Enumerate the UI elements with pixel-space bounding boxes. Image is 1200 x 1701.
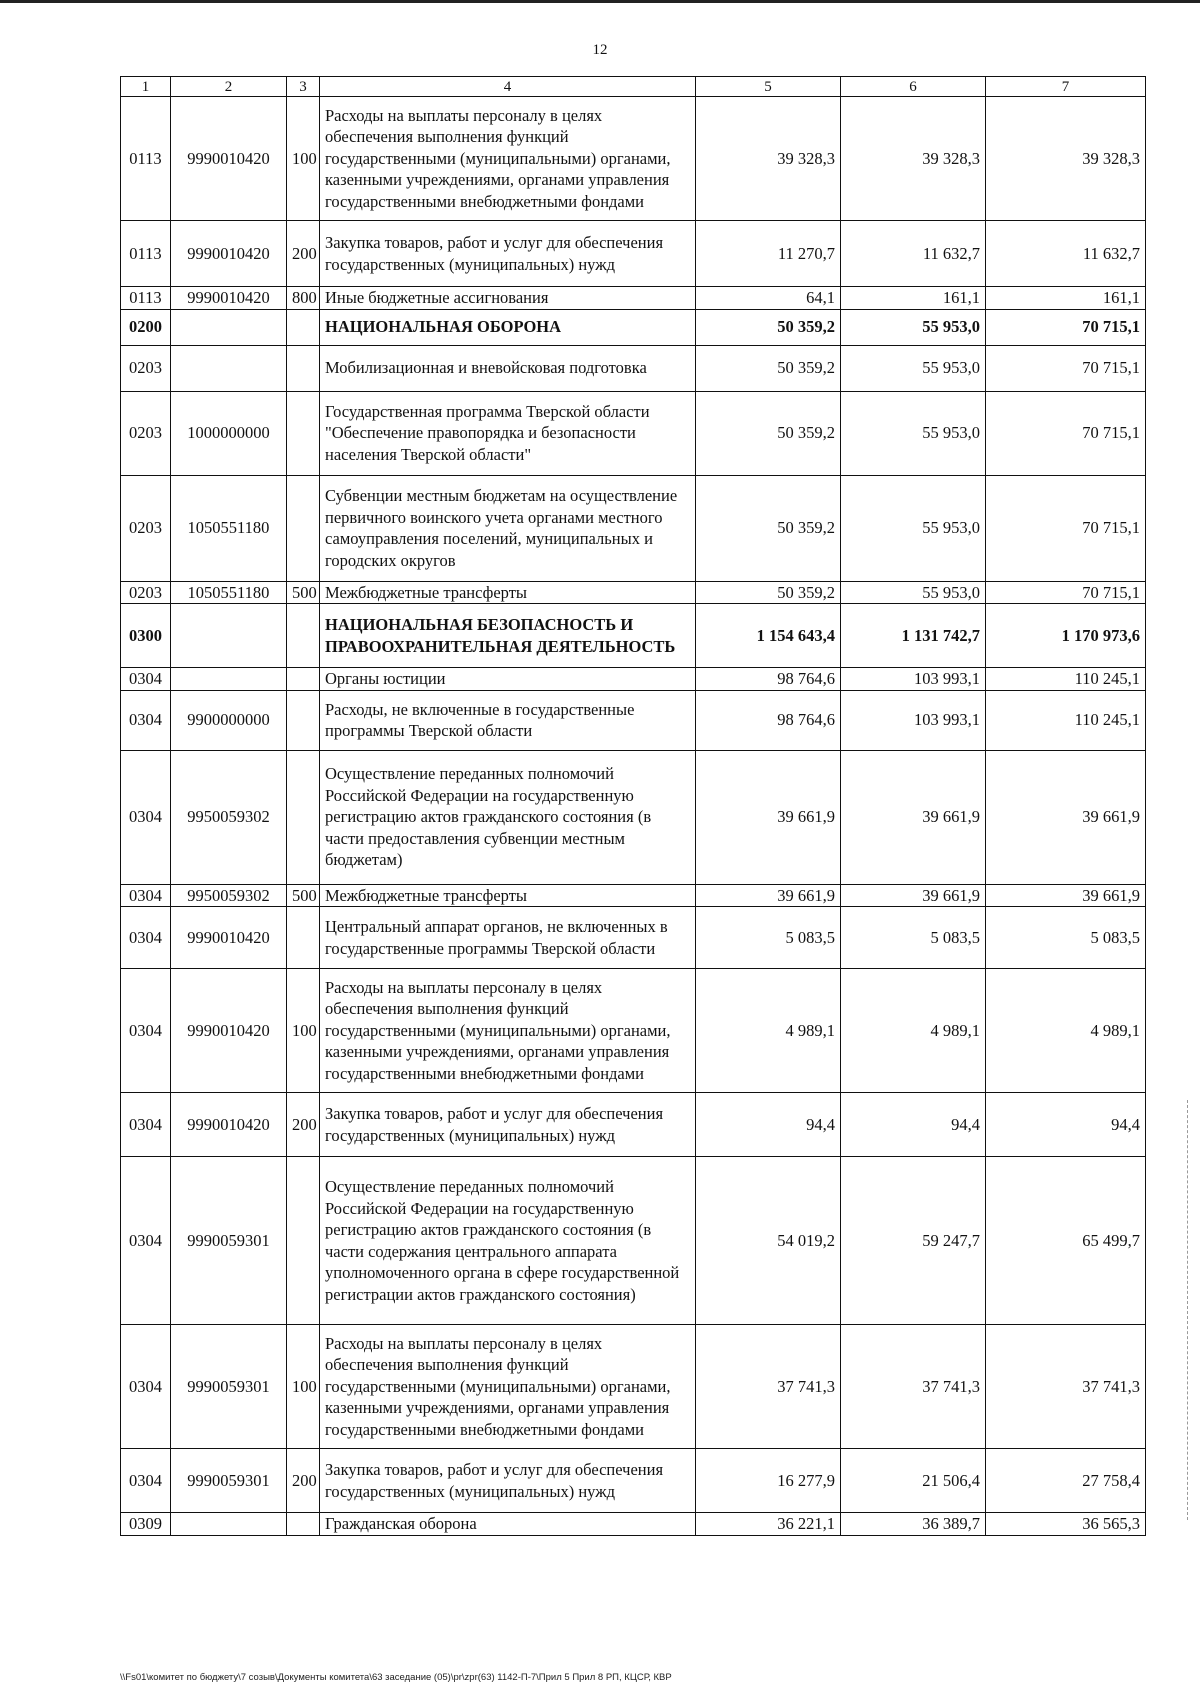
item-name-cell: Мобилизационная и вневойсковая подготовка [320, 345, 696, 391]
section-code-cell: 0203 [121, 581, 171, 604]
amount-col6-cell: 1 131 742,7 [841, 604, 986, 668]
amount-col7-cell: 36 565,3 [986, 1513, 1146, 1536]
target-article-cell: 1000000000 [171, 391, 287, 475]
table-row [121, 969, 1146, 1093]
expense-type-cell: 200 [287, 1093, 320, 1157]
col-header-7: 7 [986, 77, 1146, 97]
amount-col7-cell: 39 661,9 [986, 750, 1146, 884]
section-code-cell: 0304 [121, 668, 171, 691]
amount-col6-cell: 4 989,1 [841, 969, 986, 1093]
expense-type-cell [287, 1513, 320, 1536]
table-row [121, 668, 1146, 691]
table-row [121, 345, 1146, 391]
amount-col5-cell: 1 154 643,4 [696, 604, 841, 668]
amount-col6-cell: 161,1 [841, 287, 986, 310]
page-top-border [0, 0, 1200, 3]
target-article-cell: 9900000000 [171, 690, 287, 750]
amount-col5-cell: 64,1 [696, 287, 841, 310]
section-code-cell: 0304 [121, 884, 171, 907]
expense-type-cell [287, 907, 320, 969]
amount-col6-cell: 59 247,7 [841, 1157, 986, 1325]
amount-col5-cell: 37 741,3 [696, 1325, 841, 1449]
amount-col7-cell: 5 083,5 [986, 907, 1146, 969]
amount-col7-cell: 39 661,9 [986, 884, 1146, 907]
amount-col5-cell: 39 661,9 [696, 750, 841, 884]
amount-col6-cell: 21 506,4 [841, 1449, 986, 1513]
item-name-cell: Закупка товаров, работ и услуг для обеспечения государственных (муниципальных) нужд [320, 1093, 696, 1157]
amount-col6-cell: 103 993,1 [841, 668, 986, 691]
table-row [121, 1157, 1146, 1325]
section-code-cell: 0300 [121, 604, 171, 668]
table-row [121, 1513, 1146, 1536]
target-article-cell [171, 604, 287, 668]
item-name-cell: Межбюджетные трансферты [320, 581, 696, 604]
expense-type-cell: 100 [287, 1325, 320, 1449]
amount-col7-cell: 110 245,1 [986, 690, 1146, 750]
target-article-cell: 9990059301 [171, 1157, 287, 1325]
table-row [121, 287, 1146, 310]
section-code-cell: 0304 [121, 750, 171, 884]
item-name-cell: НАЦИОНАЛЬНАЯ БЕЗОПАСНОСТЬ И ПРАВООХРАНИТЕЛЬНАЯ ДЕЯТЕЛЬНОСТЬ [320, 604, 696, 668]
expense-type-cell [287, 1157, 320, 1325]
item-name-cell: Органы юстиции [320, 668, 696, 691]
amount-col5-cell: 36 221,1 [696, 1513, 841, 1536]
expense-type-cell: 100 [287, 969, 320, 1093]
table-row [121, 391, 1146, 475]
table-row [121, 1449, 1146, 1513]
target-article-cell [171, 345, 287, 391]
amount-col6-cell: 55 953,0 [841, 345, 986, 391]
table-row [121, 309, 1146, 345]
amount-col6-cell: 11 632,7 [841, 221, 986, 287]
table-row [121, 690, 1146, 750]
amount-col6-cell: 55 953,0 [841, 309, 986, 345]
amount-col5-cell: 39 661,9 [696, 884, 841, 907]
section-code-cell: 0203 [121, 475, 171, 581]
amount-col6-cell: 39 661,9 [841, 750, 986, 884]
section-code-cell: 0304 [121, 690, 171, 750]
section-code-cell: 0304 [121, 1449, 171, 1513]
amount-col5-cell: 5 083,5 [696, 907, 841, 969]
expense-type-cell [287, 690, 320, 750]
amount-col5-cell: 16 277,9 [696, 1449, 841, 1513]
expense-type-cell: 500 [287, 884, 320, 907]
amount-col6-cell: 55 953,0 [841, 475, 986, 581]
item-name-cell: Межбюджетные трансферты [320, 884, 696, 907]
target-article-cell: 9950059302 [171, 884, 287, 907]
item-name-cell: Гражданская оборона [320, 1513, 696, 1536]
amount-col7-cell: 65 499,7 [986, 1157, 1146, 1325]
expense-type-cell: 100 [287, 97, 320, 221]
amount-col7-cell: 161,1 [986, 287, 1146, 310]
expense-type-cell [287, 668, 320, 691]
table-row [121, 581, 1146, 604]
section-code-cell: 0304 [121, 1157, 171, 1325]
amount-col5-cell: 50 359,2 [696, 309, 841, 345]
amount-col5-cell: 50 359,2 [696, 345, 841, 391]
item-name-cell: Расходы на выплаты персоналу в целях обеспечения выполнения функций государственными (муниципальными) органами, казенными учреждениями, органами управления государственными внебюджетными фондами [320, 1325, 696, 1449]
item-name-cell: Центральный аппарат органов, не включенных в государственные программы Тверской области [320, 907, 696, 969]
section-code-cell: 0304 [121, 1093, 171, 1157]
section-code-cell: 0113 [121, 287, 171, 310]
col-header-4: 4 [320, 77, 696, 97]
table-row [121, 1093, 1146, 1157]
item-name-cell: Осуществление переданных полномочий Российской Федерации на государственную регистрацию актов гражданского состояния (в части содержания центрального аппарата уполномоченного органа в сфере государственной регистрации актов гражданского состояния) [320, 1157, 696, 1325]
amount-col5-cell: 50 359,2 [696, 581, 841, 604]
amount-col7-cell: 1 170 973,6 [986, 604, 1146, 668]
amount-col6-cell: 39 661,9 [841, 884, 986, 907]
footer-file-path: \\Fs01\комитет по бюджету\7 созыв\Документы комитета\63 заседание (05)\pr\zpr(63) 1142-П-7\Прил 5 Прил 8 РП, КЦСР, КВР [120, 1672, 672, 1683]
item-name-cell: Закупка товаров, работ и услуг для обеспечения государственных (муниципальных) нужд [320, 1449, 696, 1513]
table-row [121, 604, 1146, 668]
col-header-2: 2 [171, 77, 287, 97]
item-name-cell: Государственная программа Тверской области "Обеспечение правопорядка и безопасности населения Тверской области" [320, 391, 696, 475]
target-article-cell: 9990010420 [171, 969, 287, 1093]
amount-col6-cell: 103 993,1 [841, 690, 986, 750]
item-name-cell: Расходы на выплаты персоналу в целях обеспечения выполнения функций государственными (муниципальными) органами, казенными учреждениями, органами управления государственными внебюджетными фондами [320, 97, 696, 221]
table-row [121, 221, 1146, 287]
target-article-cell: 1050551180 [171, 475, 287, 581]
target-article-cell: 9990010420 [171, 907, 287, 969]
expense-type-cell [287, 604, 320, 668]
expense-type-cell [287, 750, 320, 884]
section-code-cell: 0304 [121, 1325, 171, 1449]
table-row [121, 884, 1146, 907]
expense-type-cell: 500 [287, 581, 320, 604]
amount-col7-cell: 70 715,1 [986, 345, 1146, 391]
target-article-cell [171, 1513, 287, 1536]
amount-col5-cell: 98 764,6 [696, 690, 841, 750]
target-article-cell: 9990059301 [171, 1449, 287, 1513]
expense-type-cell: 200 [287, 1449, 320, 1513]
amount-col5-cell: 50 359,2 [696, 391, 841, 475]
item-name-cell: Закупка товаров, работ и услуг для обеспечения государственных (муниципальных) нужд [320, 221, 696, 287]
expense-type-cell [287, 391, 320, 475]
amount-col7-cell: 27 758,4 [986, 1449, 1146, 1513]
section-code-cell: 0200 [121, 309, 171, 345]
target-article-cell: 9990059301 [171, 1325, 287, 1449]
amount-col6-cell: 5 083,5 [841, 907, 986, 969]
item-name-cell: Осуществление переданных полномочий Российской Федерации на государственную регистрацию актов гражданского состояния (в части предоставления субвенции местным бюджетам) [320, 750, 696, 884]
amount-col7-cell: 110 245,1 [986, 668, 1146, 691]
target-article-cell: 9990010420 [171, 97, 287, 221]
amount-col7-cell: 70 715,1 [986, 309, 1146, 345]
section-code-cell: 0113 [121, 97, 171, 221]
amount-col5-cell: 4 989,1 [696, 969, 841, 1093]
target-article-cell: 1050551180 [171, 581, 287, 604]
item-name-cell: Расходы, не включенные в государственные программы Тверской области [320, 690, 696, 750]
page-number: 12 [592, 42, 608, 58]
target-article-cell: 9990010420 [171, 221, 287, 287]
expense-type-cell: 800 [287, 287, 320, 310]
amount-col6-cell: 55 953,0 [841, 391, 986, 475]
amount-col7-cell: 37 741,3 [986, 1325, 1146, 1449]
amount-col7-cell: 70 715,1 [986, 475, 1146, 581]
table-row [121, 475, 1146, 581]
amount-col7-cell: 4 989,1 [986, 969, 1146, 1093]
col-header-1: 1 [121, 77, 171, 97]
amount-col5-cell: 54 019,2 [696, 1157, 841, 1325]
section-code-cell: 0304 [121, 907, 171, 969]
amount-col6-cell: 36 389,7 [841, 1513, 986, 1536]
section-code-cell: 0113 [121, 221, 171, 287]
expense-type-cell [287, 309, 320, 345]
amount-col7-cell: 94,4 [986, 1093, 1146, 1157]
amount-col7-cell: 39 328,3 [986, 97, 1146, 221]
target-article-cell: 9990010420 [171, 287, 287, 310]
col-header-5: 5 [696, 77, 841, 97]
section-code-cell: 0203 [121, 391, 171, 475]
col-header-6: 6 [841, 77, 986, 97]
item-name-cell: Субвенции местным бюджетам на осуществление первичного воинского учета органами местного самоуправления поселений, муниципальных и городских округов [320, 475, 696, 581]
amount-col6-cell: 39 328,3 [841, 97, 986, 221]
expense-type-cell [287, 475, 320, 581]
budget-table [120, 76, 1146, 1536]
expense-type-cell [287, 345, 320, 391]
item-name-cell: НАЦИОНАЛЬНАЯ ОБОРОНА [320, 309, 696, 345]
target-article-cell [171, 309, 287, 345]
amount-col5-cell: 11 270,7 [696, 221, 841, 287]
amount-col6-cell: 94,4 [841, 1093, 986, 1157]
section-code-cell: 0304 [121, 969, 171, 1093]
table-row [121, 97, 1146, 221]
section-code-cell: 0309 [121, 1513, 171, 1536]
header-row [121, 77, 1146, 97]
amount-col7-cell: 11 632,7 [986, 221, 1146, 287]
amount-col7-cell: 70 715,1 [986, 391, 1146, 475]
amount-col7-cell: 70 715,1 [986, 581, 1146, 604]
amount-col5-cell: 50 359,2 [696, 475, 841, 581]
section-code-cell: 0203 [121, 345, 171, 391]
target-article-cell: 9990010420 [171, 1093, 287, 1157]
item-name-cell: Расходы на выплаты персоналу в целях обеспечения выполнения функций государственными (муниципальными) органами, казенными учреждениями, органами управления государственными внебюджетными фондами [320, 969, 696, 1093]
expense-type-cell: 200 [287, 221, 320, 287]
table-body [121, 97, 1146, 1536]
amount-col6-cell: 55 953,0 [841, 581, 986, 604]
col-header-3: 3 [287, 77, 320, 97]
table-row [121, 750, 1146, 884]
table-row [121, 1325, 1146, 1449]
amount-col5-cell: 94,4 [696, 1093, 841, 1157]
table-row [121, 907, 1146, 969]
target-article-cell: 9950059302 [171, 750, 287, 884]
amount-col6-cell: 37 741,3 [841, 1325, 986, 1449]
item-name-cell: Иные бюджетные ассигнования [320, 287, 696, 310]
scan-margin-marks [1187, 1100, 1200, 1520]
amount-col5-cell: 98 764,6 [696, 668, 841, 691]
amount-col5-cell: 39 328,3 [696, 97, 841, 221]
target-article-cell [171, 668, 287, 691]
